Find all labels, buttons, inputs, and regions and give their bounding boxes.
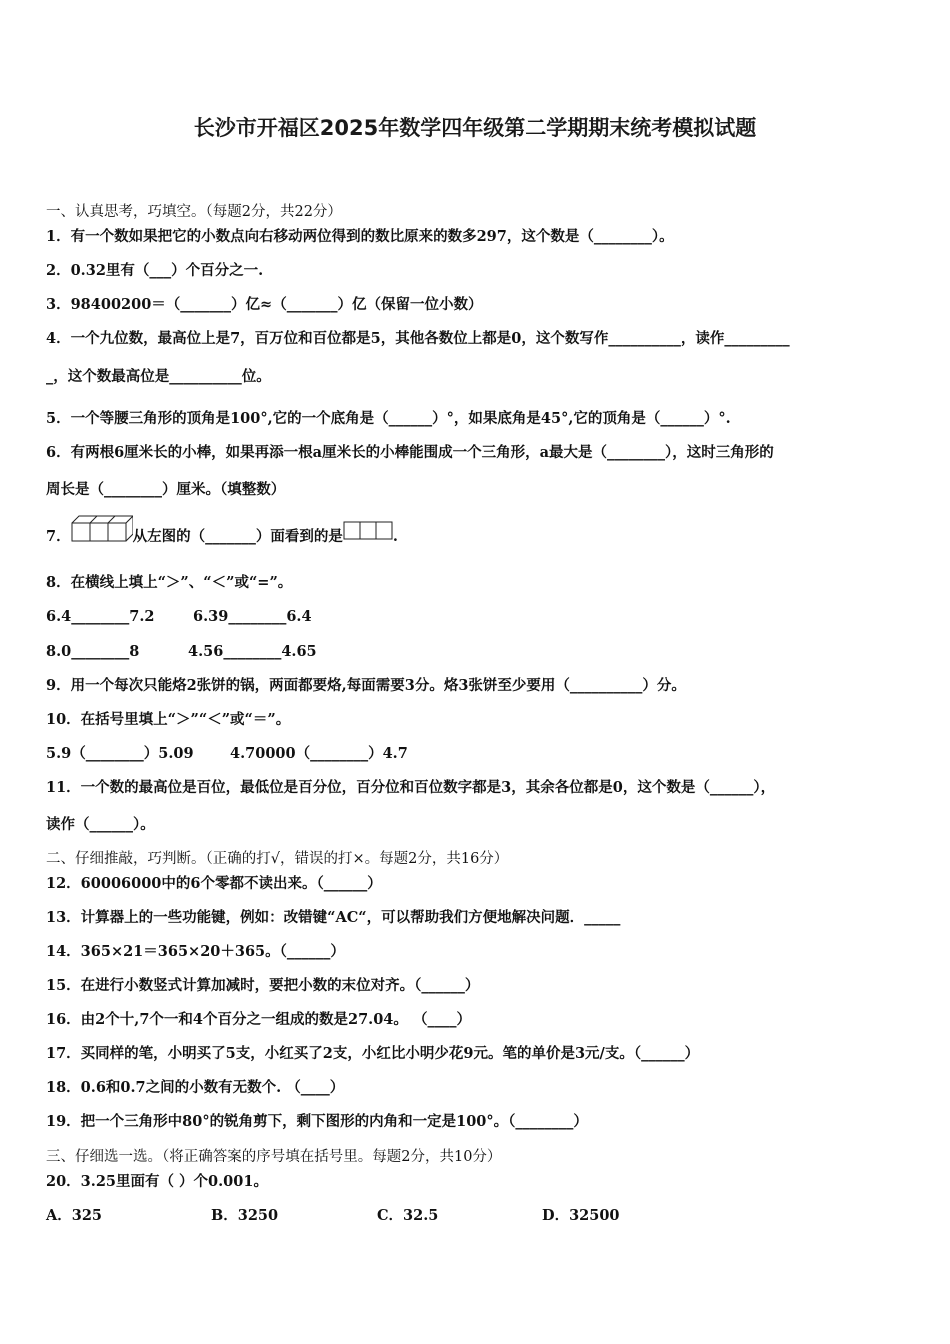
question-8: 8．在横线上填上“＞”、“＜”或“=”。 [46,574,293,591]
question-6-line2: 周长是（________）厘米。（填整数） [46,481,286,498]
cubes-drawing [71,514,133,544]
question-9: 9．用一个每次只能烙2张饼的锅，两面都要烙,每面需要3分。烙3张饼至少要用（__________）分。 [46,677,686,694]
q20-option-d: D．32500 [542,1207,620,1224]
question-3: 3．98400200＝（_______）亿≈（_______）亿（保留一位小数） [46,296,483,313]
question-7-number: 7． [46,528,71,545]
q10-item-1: 5.9（________）5.09 [46,745,194,762]
q8-item-1: 6.4________7.2 [46,608,155,625]
question-7 [46,514,398,554]
question-7-end: . [392,528,398,545]
question-4-line2: _，这个数最高位是__________位。 [46,368,271,385]
question-1: 1．有一个数如果把它的小数点向右移动两位得到的数比原来的数多297，这个数是（________）。 [46,228,674,245]
page-title: 长沙市开福区2025年数学四年级第二学期期末统考模拟试题 [193,116,757,140]
q20-option-c: C．32.5 [377,1207,439,1224]
question-19: 19．把一个三角形中80°的锐角剪下，剩下图形的内角和一定是100°。（________） [46,1113,588,1130]
question-15: 15．在进行小数竖式计算加减时，要把小数的末位对齐。（______） [46,977,480,994]
q20-option-b: B．3250 [211,1207,279,1224]
q8-item-4: 4.56________4.65 [188,643,317,660]
q20-option-a: A．325 [46,1207,103,1224]
question-20: 20．3.25里面有（ ）个0.001。 [46,1173,268,1190]
question-12: 12．60006000中的6个零都不读出来。（______） [46,875,382,892]
question-11-line2: 读作（______）。 [46,816,155,833]
question-18: 18．0.6和0.7之间的小数有无数个. （____） [46,1079,345,1096]
question-16: 16．由2个十,7个一和4个百分之一组成的数是27.04。 （____） [46,1011,471,1028]
question-5: 5．一个等腰三角形的顶角是100°,它的一个底角是（______）°，如果底角是45°,它的顶角是（______）°. [46,410,731,427]
question-7-text: 从左图的（_______）面看到的是 [132,528,343,545]
section1-heading: 一、认真思考，巧填空。（每题2分，共22分） [46,204,342,220]
q8-item-3: 8.0________8 [46,643,140,660]
section3-heading: 三、仔细选一选。（将正确答案的序号填在括号里。每题2分，共10分） [46,1149,502,1165]
question-6-line1: 6．有两根6厘米长的小棒，如果再添一根a厘米长的小棒能围成一个三角形，a最大是（________），这时三角形的 [46,444,774,461]
question-17: 17．买同样的笔，小明买了5支，小红买了2支，小红比小明少花9元。笔的单价是3元/支。（______） [46,1045,700,1062]
q8-item-2: 6.39________6.4 [193,608,312,625]
cubes-figure [71,514,133,560]
section2-heading: 二、仔细推敲，巧判断。（正确的打√，错误的打×。每题2分，共16分） [46,851,509,867]
question-11-line1: 11．一个数的最高位是百位，最低位是百分位，百分位和百位数字都是3，其余各位都是0，这个数是（______）， [46,779,776,796]
question-14: 14．365×21＝365×20＋365。（______） [46,943,345,960]
q10-item-2: 4.70000（________）4.7 [230,745,408,762]
view-figure [343,517,393,557]
question-2: 2．0.32里有（___）个百分之一. [46,262,264,279]
question-10: 10．在括号里填上“＞”“＜”或“＝”。 [46,711,291,728]
question-4-line1: 4．一个九位数，最高位上是7，百万位和百位都是5，其他各数位上都是0，这个数写作__________，读作_________ [46,330,790,347]
question-13: 13．计算器上的一些功能键，例如：改错键“AC“，可以帮助我们方便地解决问题．_____ [46,909,621,926]
view-drawing [343,521,393,541]
